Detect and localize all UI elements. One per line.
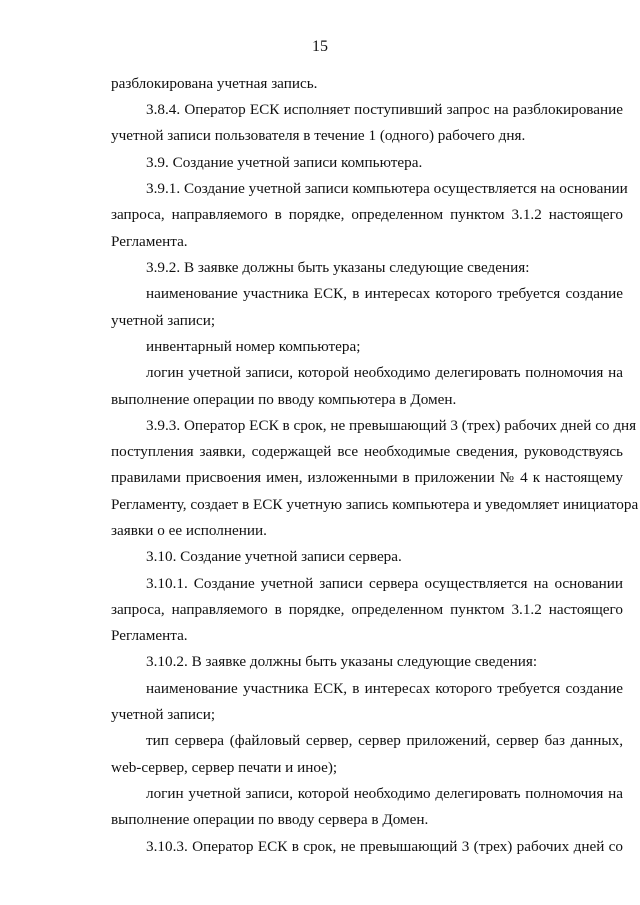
text-line: запроса, направляемого в порядке, определенном пунктом 3.1.2 настоящего	[111, 601, 623, 618]
text-line: 3.10.1. Создание учетной записи сервера осуществляется на основании	[146, 575, 623, 592]
text-line: 3.9.2. В заявке должны быть указаны следующие сведения:	[146, 259, 530, 276]
text-line: 3.10.3. Оператор ЕСК в срок, не превышающий 3 (трех) рабочих дней со	[146, 838, 623, 855]
text-line: Регламента.	[111, 627, 188, 644]
text-line: 3.10. Создание учетной записи сервера.	[146, 548, 402, 565]
text-line: инвентарный номер компьютера;	[146, 338, 361, 355]
text-line: правилами присвоения имен, изложенными в приложении № 4 к настоящему	[111, 469, 623, 486]
text-line: 3.9. Создание учетной записи компьютера.	[146, 154, 423, 171]
text-line: web-сервер, сервер печати и иное);	[111, 759, 338, 776]
page-number: 15	[312, 38, 328, 55]
text-line: выполнение операции по вводу компьютера в Домен.	[111, 391, 457, 408]
text-line: учетной записи;	[111, 312, 216, 329]
text-line: заявки о ее исполнении.	[111, 522, 267, 539]
text-line: учетной записи пользователя в течение 1 (одного) рабочего дня.	[111, 127, 526, 144]
text-line: поступления заявки, содержащей все необходимые сведения, руководствуясь	[111, 443, 623, 460]
text-line: Регламента.	[111, 233, 188, 250]
text-line: запроса, направляемого в порядке, определенном пунктом 3.1.2 настоящего	[111, 206, 623, 223]
text-line: логин учетной записи, которой необходимо делегировать полномочия на	[146, 364, 623, 381]
text-line: наименование участника ЕСК, в интересах которого требуется создание	[146, 285, 623, 302]
text-line: логин учетной записи, которой необходимо делегировать полномочия на	[146, 785, 623, 802]
text-line: тип сервера (файловый сервер, сервер приложений, сервер баз данных,	[146, 732, 623, 749]
text-line: 3.10.2. В заявке должны быть указаны следующие сведения:	[146, 653, 538, 670]
text-line: разблокирована учетная запись.	[111, 75, 318, 92]
text-line: наименование участника ЕСК, в интересах которого требуется создание	[146, 680, 623, 697]
text-line: Регламенту, создает в ЕСК учетную запись компьютера и уведомляет инициатора	[111, 496, 639, 513]
text-line: выполнение операции по вводу сервера в Домен.	[111, 811, 429, 828]
text-line: 3.8.4. Оператор ЕСК исполняет поступивший запрос на разблокирование	[146, 101, 623, 118]
text-line: учетной записи;	[111, 706, 216, 723]
text-line: 3.9.3. Оператор ЕСК в срок, не превышающий 3 (трех) рабочих дней со дня	[146, 417, 637, 434]
text-line: 3.9.1. Создание учетной записи компьютера осуществляется на основании	[146, 180, 628, 197]
